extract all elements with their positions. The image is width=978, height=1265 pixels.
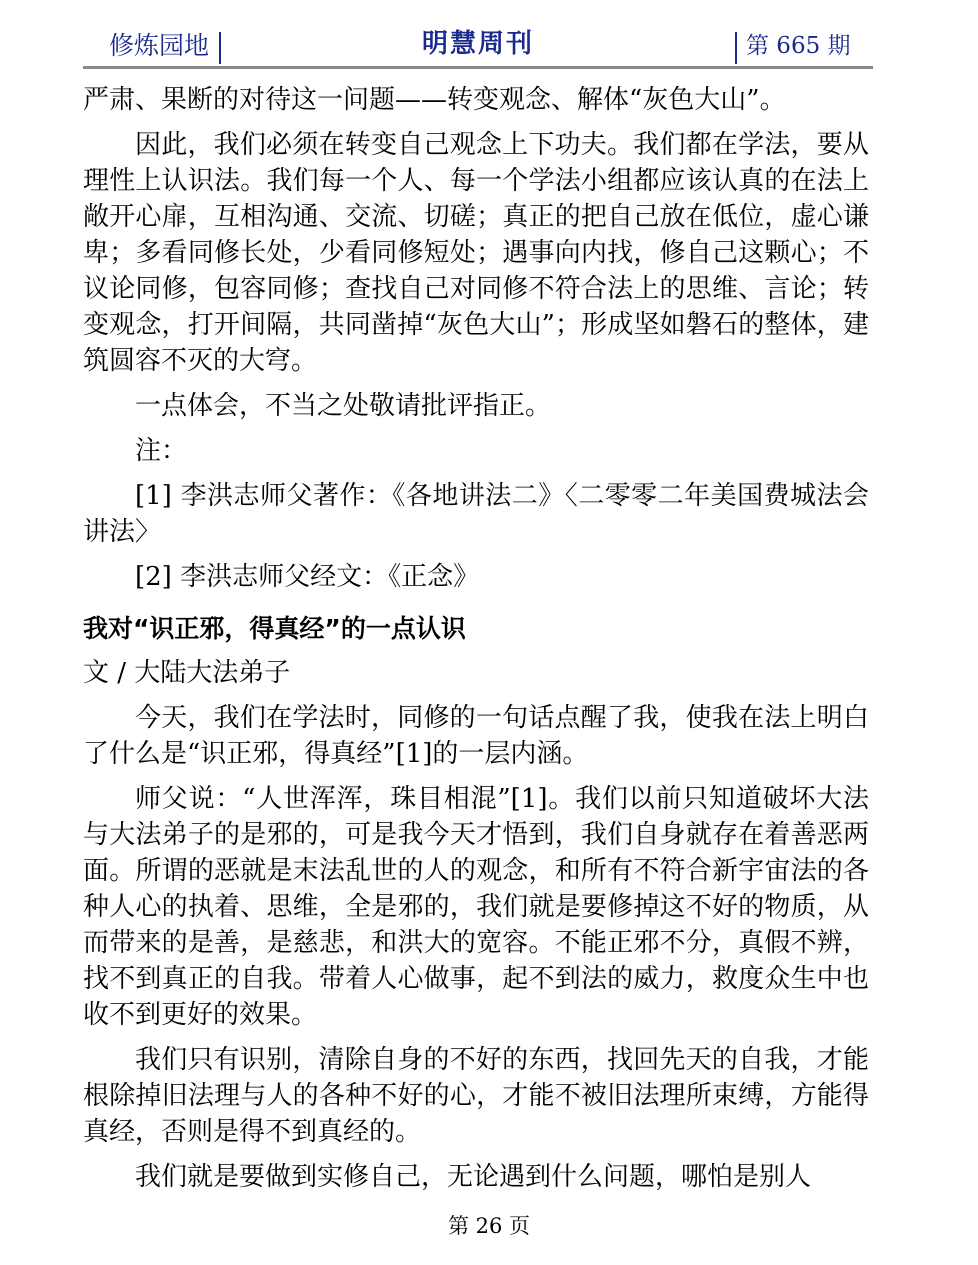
article-paragraph: 我们就是要做到实修自己，无论遇到什么问题，哪怕是别人 xyxy=(135,1162,812,1192)
paragraph-humble: 一点体会，不当之处敬请批评指正。 xyxy=(135,391,552,421)
article-paragraph: 我们只有识别，清除自身的不好的东西，找回先天的自我，才能根除掉旧法理与人的各种不好的心，才能不被旧法理所束缚，方能得真经，否则是得不到真经的。 xyxy=(83,1045,869,1147)
article-title: 我对“识正邪，得真经”的一点认识 xyxy=(83,614,466,643)
note-2: [2] 李洪志师父经文：《正念》 xyxy=(135,562,480,592)
header-divider-right xyxy=(735,32,737,64)
publication-title: 明慧周刊 xyxy=(421,29,534,59)
article-paragraph: 今天，我们在学法时，同修的一句话点醒了我，使我在法上明白了什么是“识正邪，得真经”[1]的一层内涵。 xyxy=(83,703,869,769)
article-byline: 文 / 大陆大法弟子 xyxy=(83,658,291,688)
page-content xyxy=(83,82,869,1195)
note-1: [1] 李洪志师父著作：《各地讲法二》〈二零零二年美国费城法会讲法〉 xyxy=(83,481,869,547)
section-name: 修炼园地 xyxy=(109,31,210,60)
page-number: 第 26 页 xyxy=(447,1214,531,1238)
article-paragraph: 师父说：“人世浑浑，珠目相混”[1]。我们以前只知道破坏大法与大法弟子的是邪的，可是我今天才悟到，我们自身就存在着善恶两面。所谓的恶就是末法乱世的人的观念，和所有不符合新宇宙法的各种人心的执着、思维，全是邪的，我们就是要修掉这不好的物质，从而带来的是善，是慈悲，和洪大的宽容。不能正邪不分，真假不辨，找不到真正的自我。带着人心做事，起不到法的威力，救度众生中也收不到更好的效果。 xyxy=(83,784,869,1030)
paragraph-therefore: 因此，我们必须在转变自己观念上下功夫。我们都在学法，要从理性上认识法。我们每一个人、每一个学法小组都应该认真的在法上敞开心扉，互相沟通、交流、切磋；真正的把自己放在低位，虚心谦卑；多看同修长处，少看同修短处；遇事向内找，修自己这颗心；不议论同修，包容同修；查找自己对同修不符合法上的思维、言论；转变观念，打开间隔，共同凿掉“灰色大山”；形成坚如磐石的整体，建筑圆容不灭的大穹。 xyxy=(83,130,869,376)
header-rule xyxy=(83,66,873,69)
notes-label: 注： xyxy=(135,436,188,466)
page-header xyxy=(83,28,873,68)
issue-number: 第 665 期 xyxy=(746,33,851,59)
header-divider-left xyxy=(219,32,221,64)
paragraph-continued: 严肃、果断的对待这一问题——转变观念、解体“灰色大山”。 xyxy=(83,85,786,115)
